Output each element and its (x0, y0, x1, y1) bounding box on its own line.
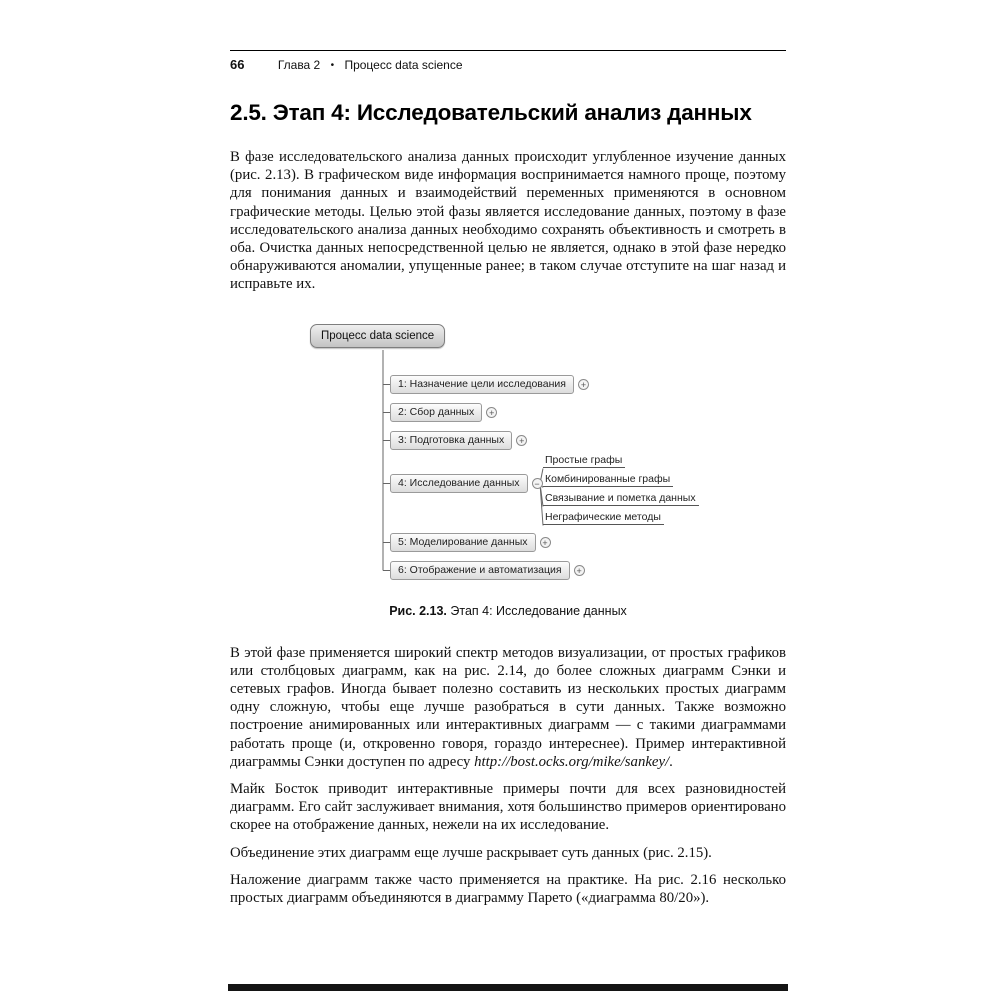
mindmap-subnode-2: Комбинированные графы (543, 473, 673, 487)
mindmap-node-6 (390, 561, 585, 580)
expand-icon: + (516, 435, 527, 446)
mindmap-node-label: 4: Исследование данных (390, 474, 528, 493)
expand-icon: + (486, 407, 497, 418)
bullet-separator: • (330, 60, 335, 71)
collapse-icon: − (532, 478, 543, 489)
figure-caption-label: Рис. 2.13. (389, 603, 447, 618)
page-number: 66 (230, 57, 245, 72)
page-bottom-edge (228, 984, 788, 991)
paragraph-5: Наложение диаграмм также часто применяется на практике. На рис. 2.16 несколько простых диаграмм объединяются в диаграмму Парето («диаграмма 80/20»). (230, 871, 786, 907)
mindmap-root-node: Процесс data science (310, 324, 445, 348)
expand-icon: + (578, 379, 589, 390)
mindmap-figure (230, 320, 786, 596)
mindmap-node-5 (390, 533, 551, 552)
running-head (230, 50, 786, 75)
figure-caption (230, 604, 786, 618)
expand-icon: + (574, 565, 585, 576)
paragraph-2 (230, 644, 786, 771)
chapter-label: Глава 2 (277, 58, 321, 72)
figure-caption-text: Этап 4: Исследование данных (446, 603, 627, 618)
mindmap-node-label: 6: Отображение и автоматизация (390, 561, 570, 580)
mindmap-node-3 (390, 431, 527, 450)
mindmap-node-1 (390, 375, 589, 394)
mindmap-node-2 (390, 403, 497, 422)
page-content (230, 50, 786, 907)
mindmap-node-label: 2: Сбор данных (390, 403, 482, 422)
paragraph-3: Майк Босток приводит интерактивные примеры почти для всех разновидностей диаграмм. Его сайт заслуживает внимания, хотя большинство примеров ориентировано скорее на отображение данных, нежели на их исследование. (230, 781, 786, 834)
mindmap-subnode-1: Простые графы (543, 454, 625, 468)
mindmap-subnode-3: Связывание и пометка данных (543, 492, 699, 506)
mindmap-node-4 (390, 474, 543, 493)
url-text: http://bost.ocks.org/mike/sankey/ (474, 753, 670, 770)
section-title: 2.5. Этап 4: Исследовательский анализ данных (230, 100, 752, 125)
mindmap-node-label: 3: Подготовка данных (390, 431, 512, 450)
paragraph-4: Объединение этих диаграмм еще лучше раскрывает суть данных (рис. 2.15). (230, 844, 712, 861)
mindmap-connectors (230, 320, 786, 596)
expand-icon: + (540, 537, 551, 548)
mindmap-node-label: 1: Назначение цели исследования (390, 375, 574, 394)
paragraph-2-text: В этой фазе применяется широкий спектр методов визуализации, от простых графиков или столбцовых диаграмм, как на рис. 2.14, до более сложных диаграмм Сэнки и сетевых графов. Иногда бывает полезно составить из нескольких простых диаграмм одну сложную, чтобы еще лучше разобраться в сути данных. Также возможно построение анимированных или интерактивных диаграмм — с такими диаграммами работать проще (и, откровенно говоря, гораздо интереснее). Пример интерактивной диаграммы Сэнки доступен по адресу (230, 644, 786, 770)
paragraph-1: В фазе исследовательского анализа данных происходит углубленное изучение данных (рис. 2.13). В графическом виде информация воспринимается намного проще, поэтому для понимания данных и взаимодействий переменных применяются в основном графические методы. Целью этой фазы является исследование данных, поэтому в фазе исследовательского анализа данных необходимо сохранять объективность и смотреть в оба. Очистка данных непосредственной целью не является, однако в этой фазе нередко обнаруживаются аномалии, упущенные ранее; в таком случае отступите на шаг назад и исправьте их. (230, 149, 786, 293)
paragraph-2-end: . (669, 753, 673, 770)
mindmap-node-label: 5: Моделирование данных (390, 533, 536, 552)
chapter-title: Процесс data science (344, 58, 463, 72)
mindmap-subnode-4: Неграфические методы (543, 511, 664, 525)
